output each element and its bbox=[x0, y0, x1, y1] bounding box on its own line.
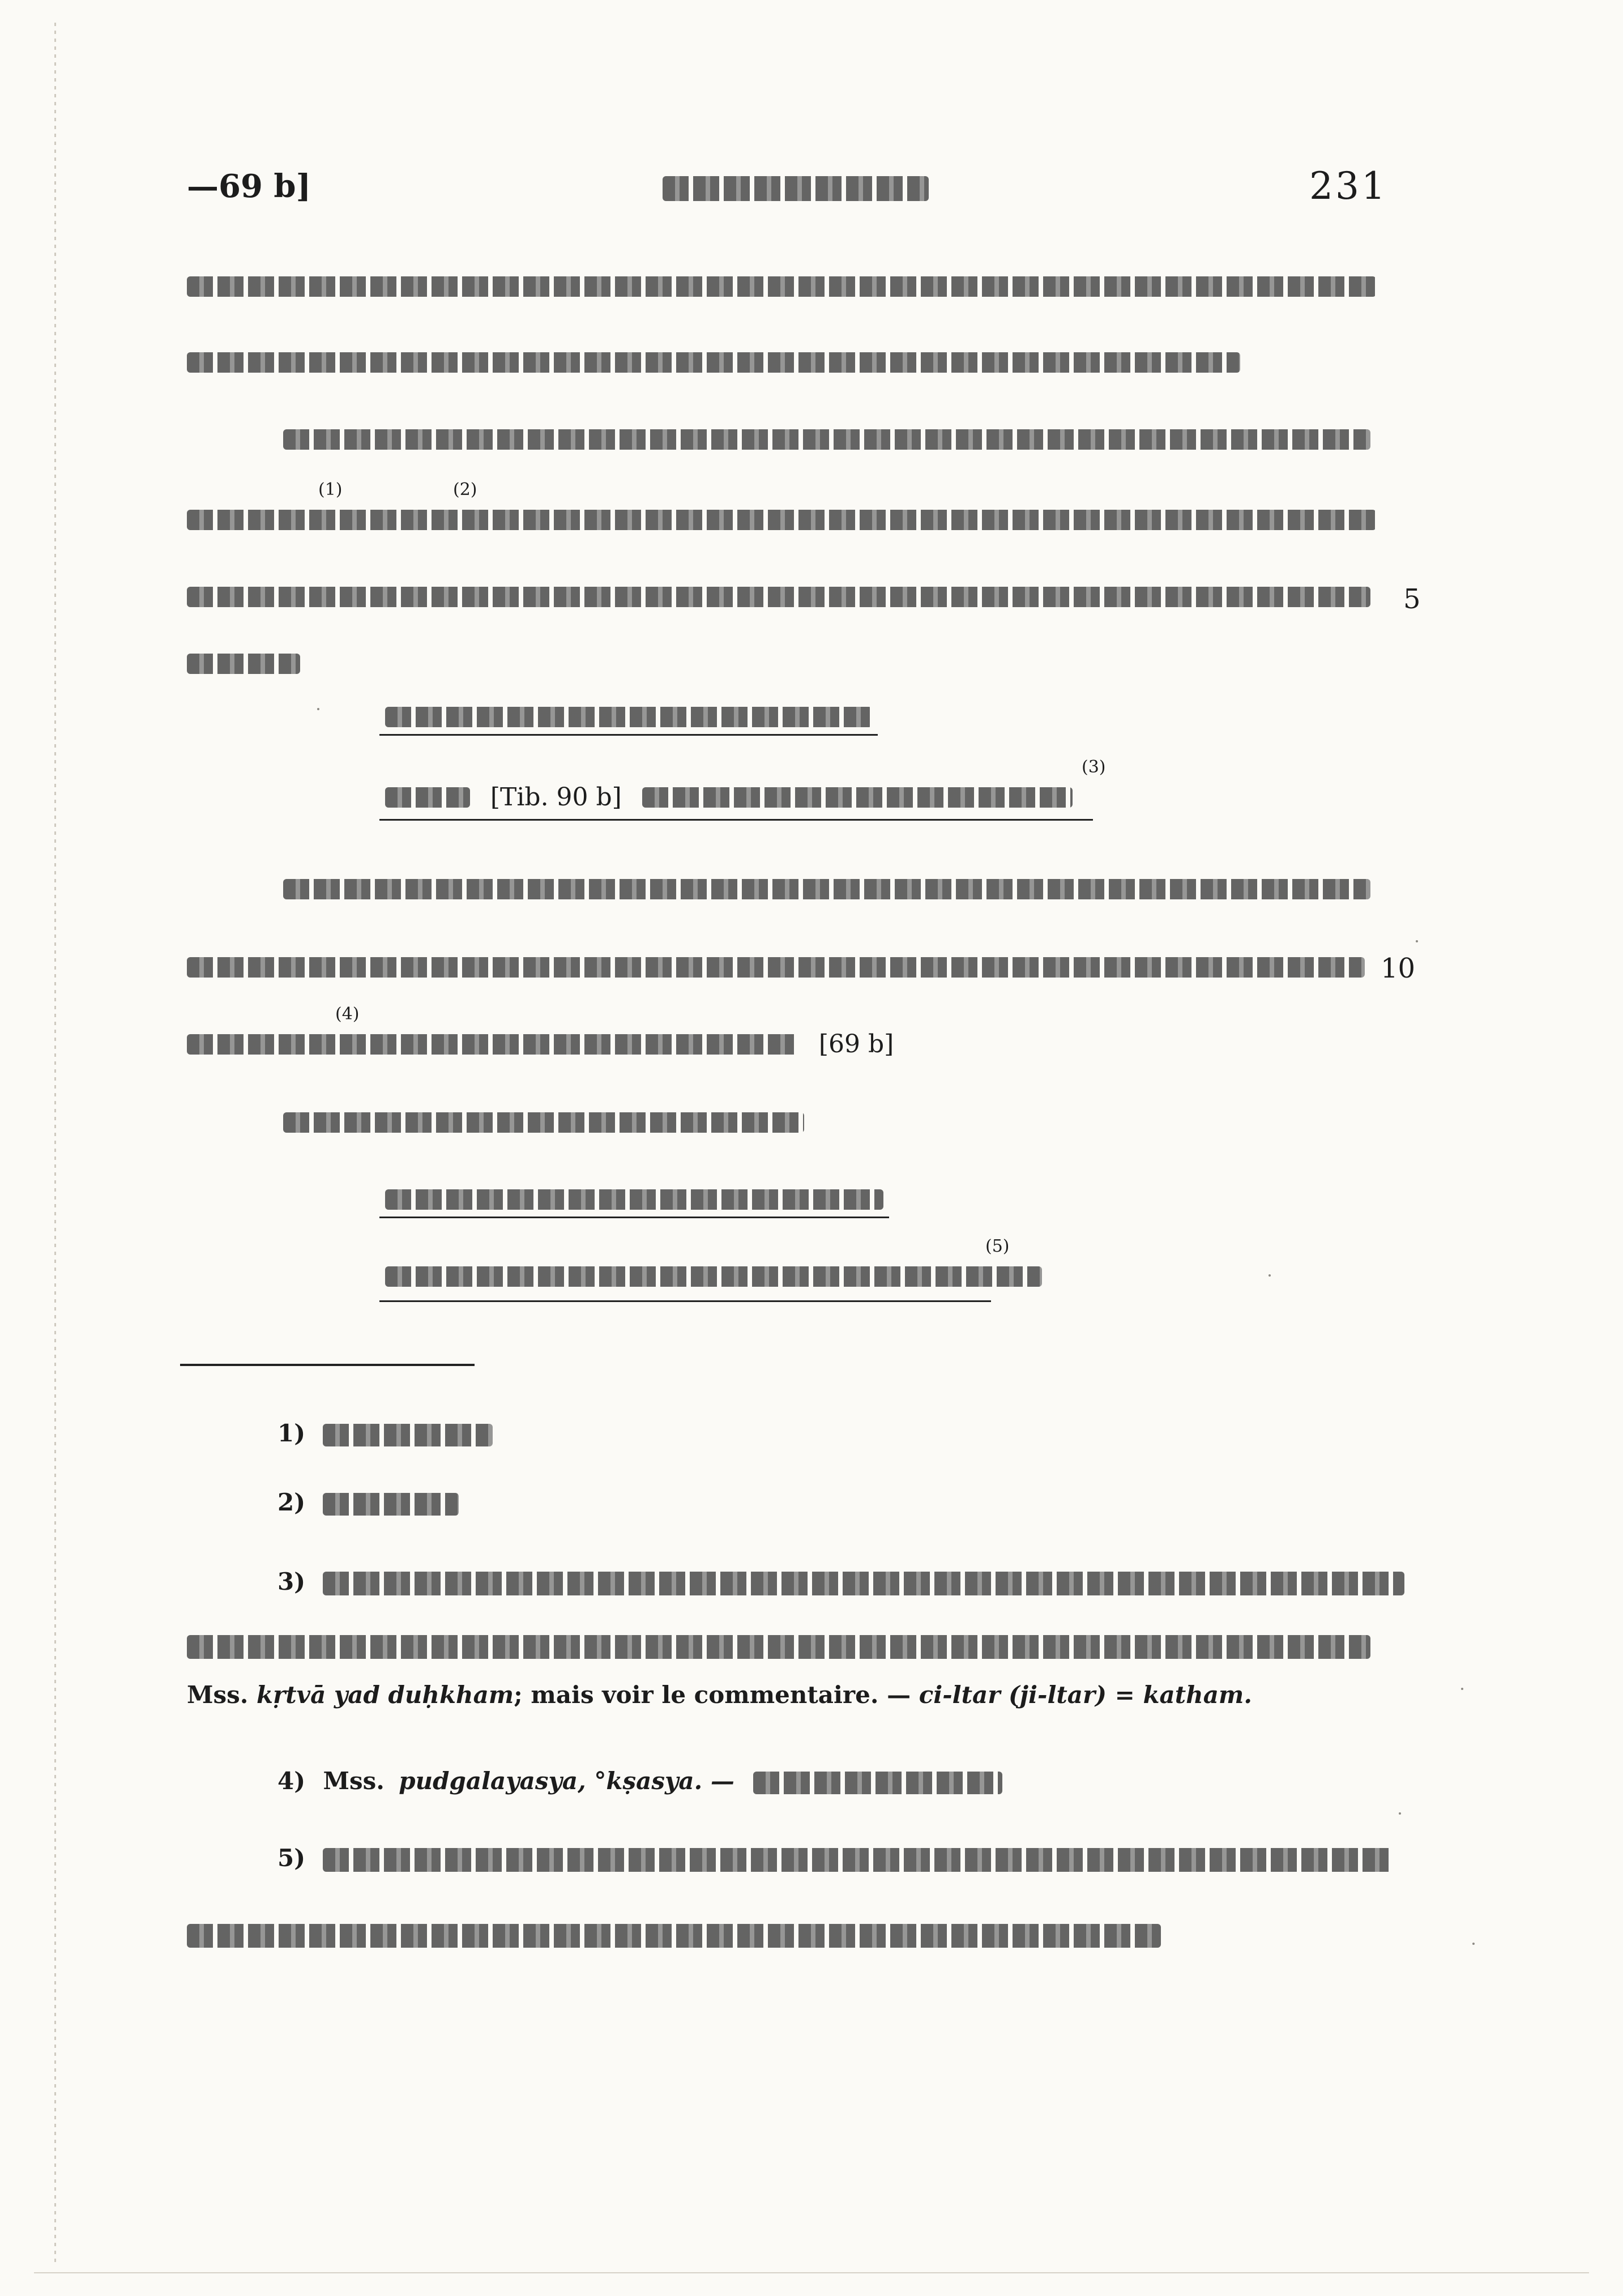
scan-speck bbox=[1416, 940, 1418, 942]
scan-speck bbox=[317, 708, 319, 710]
footnote-text: Mss. bbox=[187, 1681, 249, 1709]
footnote-4 bbox=[277, 1767, 1002, 1795]
verse-line bbox=[385, 699, 872, 731]
text-line bbox=[187, 1004, 904, 1059]
footnote-text: Mss. bbox=[323, 1767, 385, 1795]
footnote-number: 2) bbox=[277, 1488, 306, 1516]
scan-speck bbox=[1268, 1274, 1271, 1277]
tibetan-placeholder bbox=[187, 1635, 1370, 1659]
tibetan-placeholder bbox=[323, 1572, 1404, 1595]
text-line bbox=[187, 268, 1376, 300]
footnote-italic: ci-ltar (ji-ltar) = katham. bbox=[919, 1681, 1252, 1709]
tibetan-folio-ref: [Tib. 90 b] bbox=[490, 782, 622, 812]
footnote-number: 4) bbox=[277, 1767, 306, 1795]
line-number: 10 bbox=[1381, 953, 1416, 984]
verse-underline bbox=[379, 1300, 991, 1302]
devanagari-placeholder bbox=[385, 707, 872, 727]
text-line bbox=[187, 579, 1370, 611]
footnote-3-latin bbox=[187, 1681, 1252, 1709]
devanagari-placeholder bbox=[283, 429, 1370, 450]
footnote-1 bbox=[277, 1419, 493, 1447]
tibetan-placeholder bbox=[187, 1924, 1161, 1948]
footnote-5-continued bbox=[187, 1920, 1161, 1948]
text-line bbox=[187, 344, 1240, 376]
line-number: 5 bbox=[1403, 583, 1421, 615]
footnote-marker: (5) bbox=[985, 1236, 1010, 1256]
devanagari-placeholder bbox=[187, 654, 300, 674]
footnote-number: 5) bbox=[277, 1844, 306, 1872]
devanagari-placeholder bbox=[642, 787, 1073, 808]
header-chapter-title bbox=[663, 168, 929, 205]
footnote-3 bbox=[277, 1568, 1404, 1595]
footnote-3-continued bbox=[187, 1631, 1370, 1659]
text-line bbox=[187, 646, 300, 677]
footnote-separator bbox=[180, 1364, 475, 1366]
verse-underline bbox=[379, 819, 1093, 821]
scan-speck bbox=[1399, 1812, 1401, 1815]
footnote-italic: pudgalayasya, °kṣasya. — bbox=[399, 1767, 734, 1795]
devanagari-placeholder bbox=[385, 787, 470, 808]
devanagari-placeholder bbox=[187, 276, 1376, 297]
footnote-marker: (1) bbox=[318, 480, 343, 500]
footnote-number: 1) bbox=[277, 1419, 306, 1447]
tibetan-placeholder bbox=[323, 1493, 459, 1516]
footnote-marker: (3) bbox=[1082, 757, 1106, 777]
footnote-marker: (4) bbox=[335, 1004, 360, 1024]
tibetan-placeholder bbox=[753, 1772, 1002, 1794]
text-line bbox=[187, 480, 1376, 534]
verse-line bbox=[385, 1181, 883, 1213]
page-number: 231 bbox=[1309, 164, 1387, 208]
devanagari-placeholder bbox=[385, 1189, 883, 1210]
text-line bbox=[187, 949, 1365, 981]
verse-underline bbox=[379, 1217, 889, 1218]
folio-ref: [69 b] bbox=[818, 1029, 894, 1059]
footnote-number: 3) bbox=[277, 1568, 306, 1595]
scan-speck bbox=[1461, 1688, 1463, 1690]
verse-line bbox=[385, 1236, 1042, 1290]
verse-line bbox=[385, 757, 1106, 812]
footnote-5 bbox=[277, 1844, 1393, 1872]
footnote-text: ; mais voir le commentaire. — bbox=[514, 1681, 911, 1709]
scan-edge-bottom bbox=[34, 2272, 1589, 2273]
tibetan-placeholder bbox=[323, 1424, 493, 1446]
devanagari-placeholder bbox=[187, 352, 1240, 373]
scan-edge-left bbox=[54, 23, 56, 2262]
scan-speck bbox=[1472, 1943, 1475, 1945]
devanagari-placeholder bbox=[663, 176, 929, 201]
devanagari-placeholder bbox=[385, 1266, 1042, 1287]
text-line bbox=[283, 1104, 804, 1136]
devanagari-placeholder bbox=[283, 1112, 804, 1133]
verse-underline bbox=[379, 734, 878, 736]
devanagari-placeholder bbox=[187, 587, 1370, 607]
tibetan-placeholder bbox=[323, 1848, 1393, 1872]
footnote-2 bbox=[277, 1488, 459, 1516]
devanagari-placeholder bbox=[283, 879, 1370, 899]
devanagari-placeholder bbox=[187, 510, 1376, 530]
running-header bbox=[187, 164, 1387, 219]
text-line bbox=[283, 421, 1370, 453]
footnote-italic: kṛtvā yad duḥkham bbox=[257, 1681, 514, 1709]
header-folio-ref: —69 b] bbox=[187, 168, 311, 205]
devanagari-placeholder bbox=[187, 1034, 798, 1055]
text-line bbox=[283, 871, 1370, 903]
devanagari-placeholder bbox=[187, 957, 1365, 978]
footnote-marker: (2) bbox=[453, 480, 477, 500]
